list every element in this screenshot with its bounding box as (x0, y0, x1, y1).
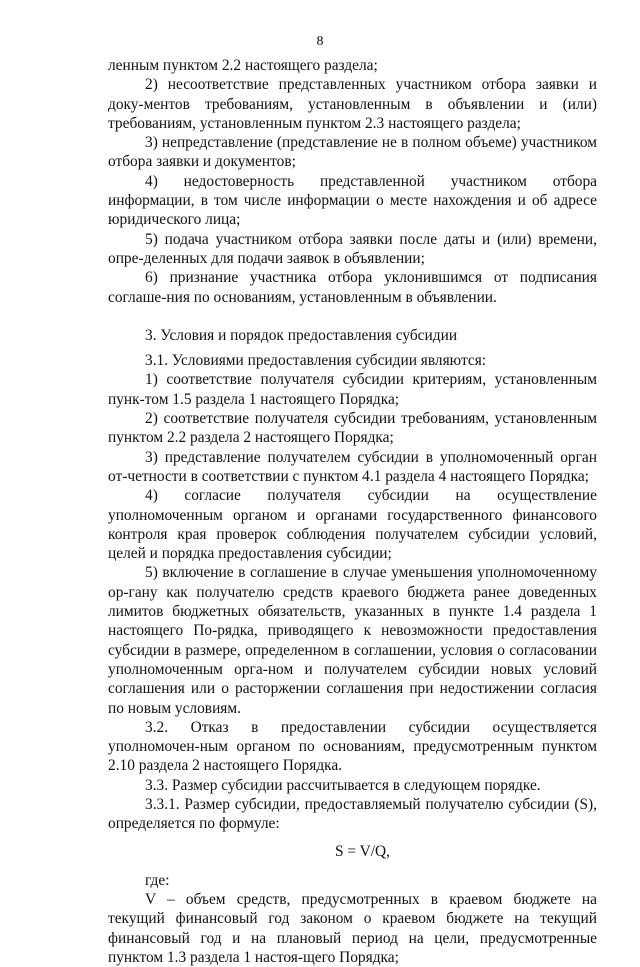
paragraph-item-2: 2) несоответствие представленных участником отбора заявки и доку-ментов требованиям, установленным в объявлении и (или) требованиям, установленным пунктом 2.3 настоящего раздела; (108, 76, 597, 132)
paragraph-condition-2: 2) соответствие получателя субсидии требованиям, установленным пунктом 2.2 раздела 2 настоящего Порядка; (108, 410, 597, 447)
formula: S = V/Q, (335, 842, 391, 860)
paragraph-continuation: ленным пунктом 2.2 настоящего раздела; (108, 57, 378, 74)
paragraph-item-4: 4) недостоверность представленной участником отбора информации, в том числе информации о месте нахождения и об адресе юридического лица; (108, 172, 597, 229)
paragraph-3-2: 3.2. Отказ в предоставлении субсидии осуществляется уполномочен-ным органом по основаниям, предусмотренным пунктом 2.10 раздела 2 настоящего Порядка. (108, 718, 597, 775)
paragraph-condition-1: 1) соответствие получателя субсидии критериям, установленным пунк-том 1.5 раздела 1 настоящего Порядка; (108, 371, 597, 408)
paragraph-condition-4: 4) согласие получателя субсидии на осуществление уполномоченным органом и органами государственного финансового контроля края проверок соблюдения получателем субсидии условий, целей и порядка предоставления субсидии; (108, 487, 597, 563)
paragraph-3-3-1: 3.3.1. Размер субсидии, предоставляемый получателю субсидии (S), определяется по формуле: (108, 795, 597, 833)
paragraph-v-definition: V – объем средств, предусмотренных в краевом бюджете на текущий финансовый год законом о краевом бюджете на текущий финансовый год и на плановый период на цели, предусмотренные пунктом 1.3 раздела 1 настоя-щего Порядка; (108, 891, 597, 967)
section-heading: 3. Условия и порядок предоставления субсидии (145, 326, 458, 344)
paragraph-condition-5: 5) включение в соглашение в случае уменьшения уполномоченному ор-гану как получателю средств краевого бюджета ранее доведенных лимитов бюджетных обязательств, указанных в пункте 1.4 раздела 1 настоящего По-рядка, приводящего к невозможности предоставления субсидии в размере, определенном в соглашении, условия о согласовании уполномоченным орга-ном и получателем субсидии новых условий соглашения или о расторжении соглашения при недостижении согласия по новым условиям. (108, 564, 597, 717)
document-body (108, 56, 597, 967)
paragraph-item-6: 6) признание участника отбора уклонившимся от подписания соглаше-ния по основаниям, установленным в объявлении. (108, 269, 597, 306)
paragraph-item-3: 3) непредставление (представление не в полном объеме) участником отбора заявки и документов; (108, 134, 597, 171)
paragraph-3-1: 3.1. Условиями предоставления субсидии являются: (145, 352, 487, 370)
paragraph-3-3: 3.3. Размер субсидии рассчитывается в следующем порядке. (145, 776, 541, 794)
paragraph-item-5: 5) подача участником отбора заявки после даты и (или) времени, опре-деленных для подачи заявок в объявлении; (108, 230, 597, 267)
paragraph-where: где: (145, 871, 170, 889)
paragraph-condition-3: 3) представление получателем субсидии в уполномоченный орган от-четности в соответствии с пунктом 4.1 раздела 4 настоящего Порядка; (108, 448, 597, 485)
page-number: 8 (316, 34, 324, 49)
